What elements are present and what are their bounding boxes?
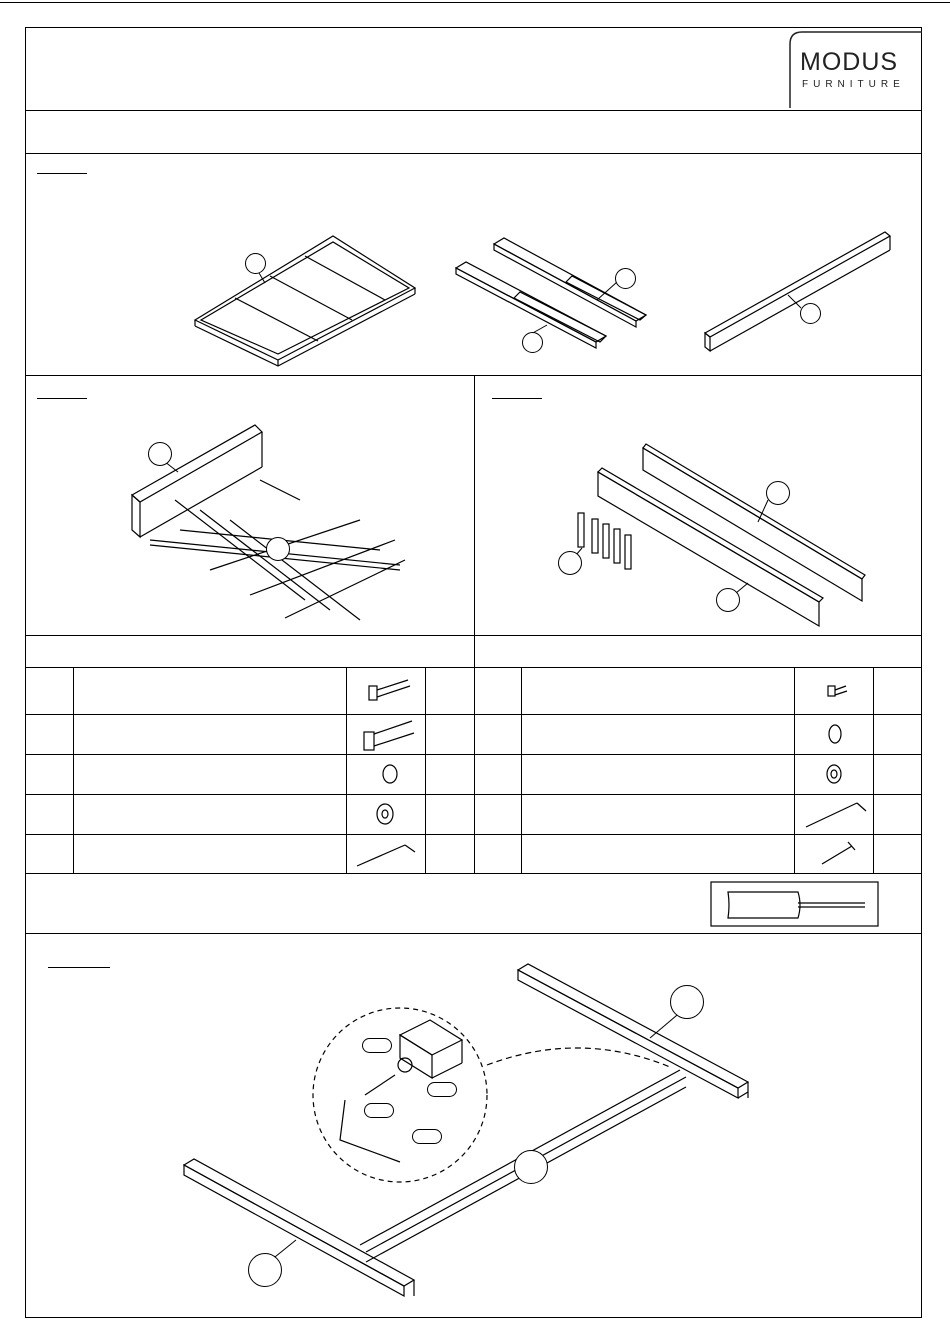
logo-main-text: MODUS [800,48,899,76]
lock-washer-icon [829,725,841,743]
hardware-label-pill [427,1082,457,1097]
step-callout [670,985,704,1019]
step-callout [248,1253,282,1287]
hardware-label-pill [364,1103,394,1118]
part-callout [766,481,790,505]
part-callout [245,253,266,274]
allen-key-icon [357,845,415,866]
center-rail-drawing [705,232,890,351]
long-bolt-icon [369,680,410,700]
side-rail-drawing [456,238,646,348]
wood-screw-icon [822,842,855,864]
lock-washer-icon [383,765,397,783]
hardware-label-pill [412,1129,442,1144]
step-callout [514,1150,548,1184]
flat-washer-icon [827,765,841,783]
short-bolt-icon [828,686,847,696]
bed-frame-drawing [195,236,415,366]
part-callout [266,537,290,561]
allen-key-icon [806,803,866,827]
part-callout [558,551,582,575]
part-callout [615,268,636,289]
logo-sub-text: FURNITURE [802,79,905,90]
step-assembly-drawing [184,964,748,1296]
part-callout [148,442,172,466]
hardware-label-pill [362,1038,392,1053]
flat-washer-icon [377,804,393,824]
large-bolt-icon [364,721,414,750]
part-callout [800,303,821,324]
phillips-screwdriver-icon [711,882,878,926]
headboard-slats-drawing [132,425,405,620]
part-callout [716,588,740,612]
part-callout [522,332,543,353]
